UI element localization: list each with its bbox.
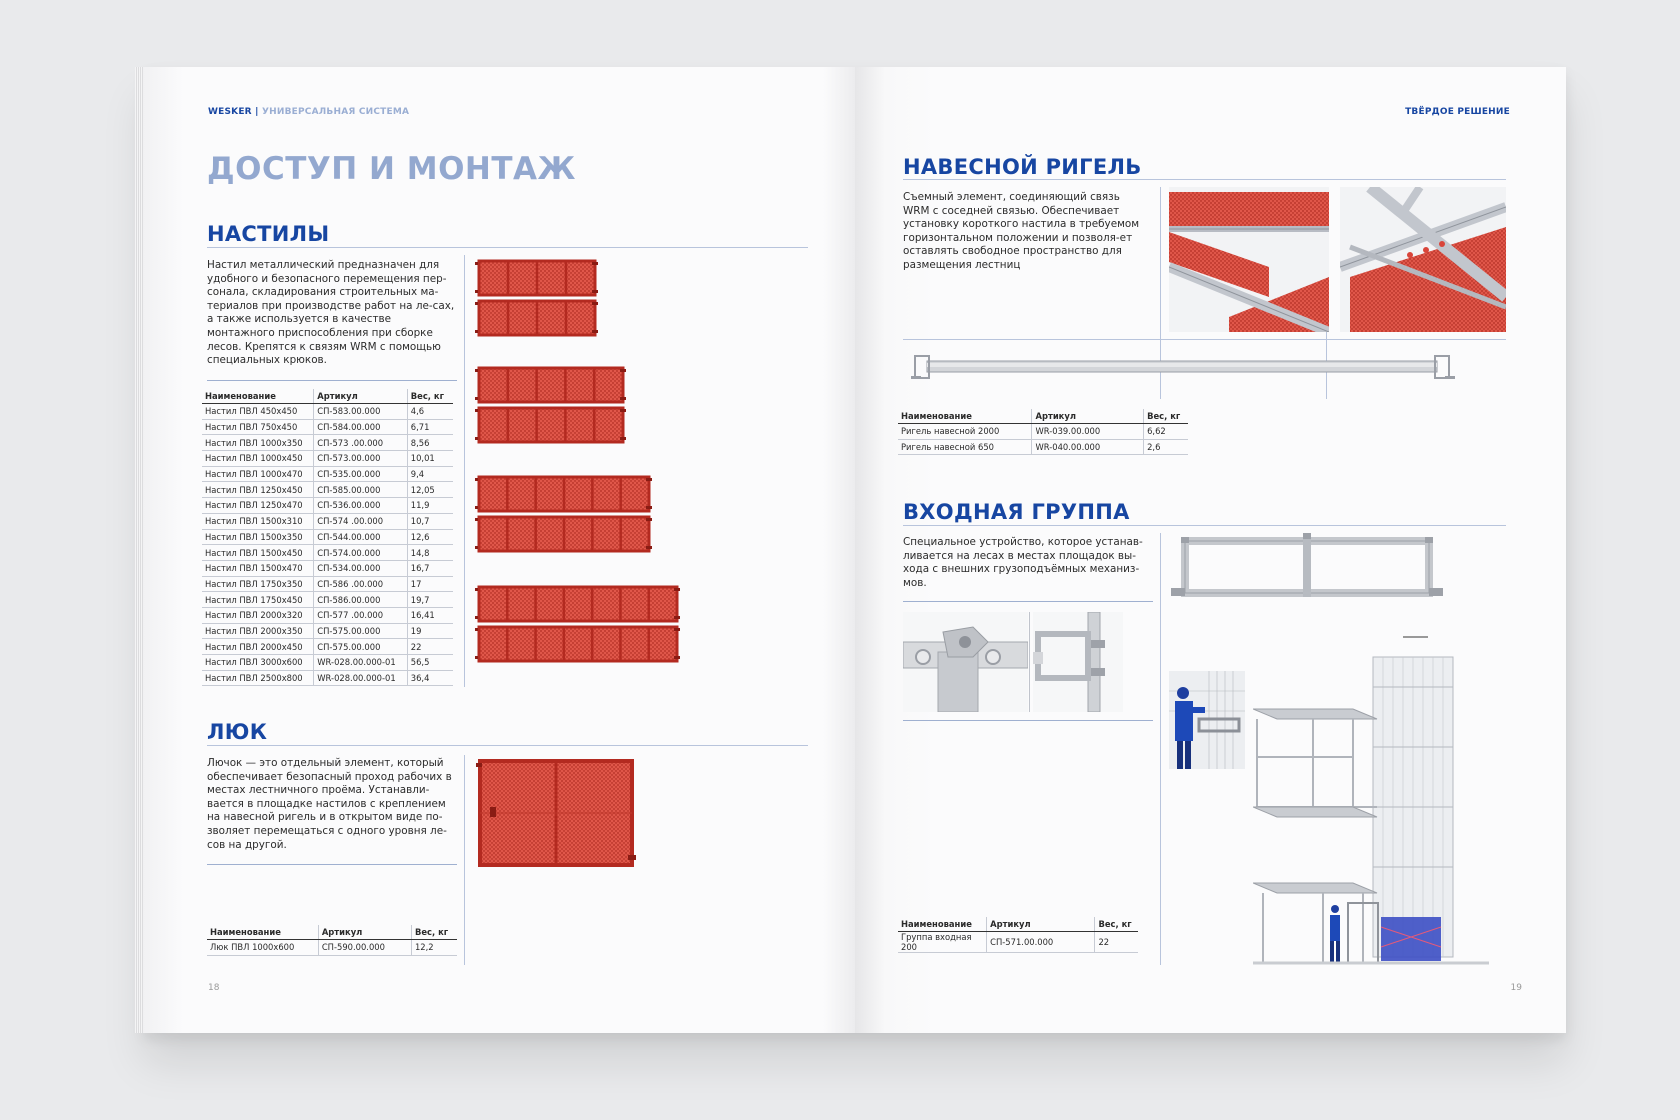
- table-cell: Группа входная 200: [898, 932, 987, 953]
- table-row: [898, 932, 1138, 953]
- table-cell: СП-575.00.000: [314, 639, 407, 655]
- table-cell: Настил ПВЛ 1750x450: [202, 592, 314, 608]
- table-cell: СП-544.00.000: [314, 529, 407, 545]
- table-row: [202, 560, 453, 576]
- deck-board: [475, 477, 652, 511]
- table-cell: Настил ПВЛ 1500x310: [202, 513, 314, 529]
- beam-rule: [903, 179, 1506, 180]
- right-page: [855, 67, 1566, 1033]
- deck-board: [475, 368, 626, 402]
- hatch-illustration: [476, 757, 641, 869]
- table-cell: 19,7: [407, 592, 453, 608]
- table-row: [202, 623, 453, 639]
- table-cell: СП-585.00.000: [314, 482, 407, 498]
- table-header-cell: Вес, кг: [411, 925, 457, 940]
- beam-photo-1: [1169, 187, 1329, 332]
- deck-board: [475, 261, 598, 295]
- table-cell: СП-573 .00.000: [314, 435, 407, 451]
- hatch-rule: [207, 745, 808, 746]
- table-header-cell: Наименование: [898, 917, 987, 932]
- beam-table: [898, 409, 1188, 455]
- table-cell: 8,56: [407, 435, 453, 451]
- table-cell: 17: [407, 576, 453, 592]
- table-row: [202, 451, 453, 467]
- entry-title: ВХОДНАЯ ГРУППА: [903, 500, 1130, 524]
- page-number-right: 19: [1510, 983, 1522, 993]
- table-cell: 4,6: [407, 404, 453, 420]
- entry-rule: [903, 525, 1506, 526]
- table-row: [207, 940, 457, 956]
- table-cell: СП-584.00.000: [314, 419, 407, 435]
- hatch-text-rule: [207, 864, 457, 865]
- entry-photo-divider: [1029, 612, 1030, 712]
- table-row: [202, 498, 453, 514]
- hatch-vertical-rule: [464, 755, 465, 965]
- hatch-description: Лючок — это отдельный элемент, который обеспечивает безопасный проход рабочих в местах лестничного проёма. Устанавли-вается в площадке настилов с креплением на навесной ригель и в открытом виде по-зволяет перемещаться с одного уровня ле-сов на другой.: [207, 757, 452, 851]
- table-row: [202, 655, 453, 671]
- decks-illustration: [475, 259, 685, 671]
- entry-detail-photo-2: [1033, 612, 1123, 712]
- table-cell: Настил ПВЛ 2000x450: [202, 639, 314, 655]
- table-cell: Настил ПВЛ 2000x320: [202, 607, 314, 623]
- table-cell: Настил ПВЛ 1500x350: [202, 529, 314, 545]
- table-cell: 16,7: [407, 560, 453, 576]
- table-row: [202, 466, 453, 482]
- decks-vertical-rule: [464, 255, 465, 687]
- table-row: [202, 639, 453, 655]
- table-cell: WR-039.00.000: [1032, 424, 1144, 440]
- table-cell: 6,71: [407, 419, 453, 435]
- table-row: [202, 404, 453, 420]
- table-cell: СП-583.00.000: [314, 404, 407, 420]
- header-section: УНИВЕРСАЛЬНАЯ СИСТЕМА: [261, 107, 410, 117]
- table-cell: Настил ПВЛ 2500x800: [202, 670, 314, 686]
- table-cell: СП-574.00.000: [314, 545, 407, 561]
- table-row: [202, 592, 453, 608]
- table-cell: Настил ПВЛ 1000x470: [202, 466, 314, 482]
- table-header-cell: Артикул: [1032, 409, 1144, 424]
- table-row: [202, 435, 453, 451]
- table-cell: СП-535.00.000: [314, 466, 407, 482]
- table-row: [898, 439, 1188, 455]
- deck-board: [475, 408, 626, 442]
- hatch-table: [207, 925, 457, 956]
- left-header: [208, 107, 409, 117]
- table-row: [202, 419, 453, 435]
- decks-title: НАСТИЛЫ: [207, 222, 330, 246]
- table-cell: Настил ПВЛ 450x450: [202, 404, 314, 420]
- table-cell: Люк ПВЛ 1000x600: [207, 940, 318, 956]
- header-brand: WESKER: [208, 107, 252, 117]
- deck-board: [475, 517, 652, 551]
- table-cell: 12,6: [407, 529, 453, 545]
- beam-illustration: [911, 352, 1471, 382]
- table-row: [202, 576, 453, 592]
- beam-description: Съемный элемент, соединяющий связь WRM с соседней связью. Обеспечивает установку короткого настила в требуемом горизонтальном положении и позволя-ет оставлять свободное пространство для размещения лестниц: [903, 191, 1140, 271]
- table-cell: Настил ПВЛ 1000x350: [202, 435, 314, 451]
- table-cell: Настил ПВЛ 750x450: [202, 419, 314, 435]
- table-cell: WR-028.00.000-01: [314, 670, 407, 686]
- entry-table: [898, 917, 1138, 953]
- entry-frame-illustration: [1171, 533, 1451, 603]
- deck-board: [475, 301, 598, 335]
- table-cell: Настил ПВЛ 2000x350: [202, 623, 314, 639]
- entry-description: Специальное устройство, которое устанав-ливается на лесах в местах площадок вы-хода с внешних грузоподъёмных механиз-мов.: [903, 536, 1143, 589]
- table-cell: СП-571.00.000: [987, 932, 1095, 953]
- table-header-cell: Наименование: [207, 925, 318, 940]
- table-cell: 2,6: [1144, 439, 1188, 455]
- table-cell: 11,9: [407, 498, 453, 514]
- deck-board: [475, 627, 680, 661]
- table-cell: 22: [407, 639, 453, 655]
- beam-title: НАВЕСНОЙ РИГЕЛЬ: [903, 155, 1142, 179]
- entry-worker-photo: [1169, 671, 1245, 769]
- table-cell: СП-575.00.000: [314, 623, 407, 639]
- entry-vertical-rule: [1160, 533, 1161, 965]
- table-cell: 36,4: [407, 670, 453, 686]
- table-row: [202, 529, 453, 545]
- table-cell: Настил ПВЛ 1500x450: [202, 545, 314, 561]
- table-row: [202, 607, 453, 623]
- table-cell: WR-040.00.000: [1032, 439, 1144, 455]
- table-cell: 22: [1095, 932, 1138, 953]
- page-number-left: 18: [208, 983, 220, 993]
- decks-text-rule: [207, 380, 457, 381]
- table-cell: 10,01: [407, 451, 453, 467]
- header-separator: |: [251, 107, 262, 117]
- table-cell: 19: [407, 623, 453, 639]
- table-header-cell: Артикул: [318, 925, 411, 940]
- table-cell: Настил ПВЛ 1000x450: [202, 451, 314, 467]
- table-row: [202, 482, 453, 498]
- page-edge: [135, 67, 143, 1033]
- entry-detail-photo-1: [903, 612, 1028, 712]
- table-row: [898, 424, 1188, 440]
- table-header-cell: Вес, кг: [1095, 917, 1138, 932]
- table-cell: СП-536.00.000: [314, 498, 407, 514]
- table-header-cell: Вес, кг: [1144, 409, 1188, 424]
- table-row: [202, 670, 453, 686]
- table-cell: WR-028.00.000-01: [314, 655, 407, 671]
- table-cell: Настил ПВЛ 1250x450: [202, 482, 314, 498]
- table-cell: 9,4: [407, 466, 453, 482]
- table-cell: 12,05: [407, 482, 453, 498]
- brochure-spread: [143, 67, 1566, 1033]
- table-cell: СП-573.00.000: [314, 451, 407, 467]
- table-cell: Ригель навесной 2000: [898, 424, 1032, 440]
- table-cell: 10,7: [407, 513, 453, 529]
- table-cell: Настил ПВЛ 1250x470: [202, 498, 314, 514]
- table-row: [202, 545, 453, 561]
- table-header-cell: Наименование: [898, 409, 1032, 424]
- deck-board: [475, 587, 680, 621]
- table-cell: Настил ПВЛ 1500x470: [202, 560, 314, 576]
- table-header-cell: Наименование: [202, 389, 314, 404]
- left-page: [143, 67, 855, 1033]
- entry-photo-rule: [903, 720, 1153, 721]
- table-cell: 6,62: [1144, 424, 1188, 440]
- table-cell: 12,2: [411, 940, 457, 956]
- table-cell: СП-574 .00.000: [314, 513, 407, 529]
- table-cell: 14,8: [407, 545, 453, 561]
- decks-rule: [207, 247, 808, 248]
- right-header: ТВЁРДОЕ РЕШЕНИЕ: [1405, 107, 1510, 117]
- hatch-title: ЛЮК: [207, 720, 268, 744]
- table-cell: СП-534.00.000: [314, 560, 407, 576]
- table-cell: СП-577 .00.000: [314, 607, 407, 623]
- table-header-cell: Вес, кг: [407, 389, 453, 404]
- table-cell: 16,41: [407, 607, 453, 623]
- table-header-cell: Артикул: [987, 917, 1095, 932]
- table-cell: 56,5: [407, 655, 453, 671]
- table-cell: СП-586.00.000: [314, 592, 407, 608]
- table-row: [202, 513, 453, 529]
- table-cell: СП-590.00.000: [318, 940, 411, 956]
- decks-description: Настил металлический предназначен для удобного и безопасного перемещения пер-сонала, складирования строительных ма-териалов при производстве работ на ле-сах, а также используется в качестве монтажного приспособления при сборке лесов. Крепятся к связям WRM с помощью специальных крюков.: [207, 259, 455, 367]
- table-header-cell: Артикул: [314, 389, 407, 404]
- entry-tower-illustration: [1253, 627, 1513, 965]
- decks-table: [202, 389, 453, 686]
- table-cell: Настил ПВЛ 1750x350: [202, 576, 314, 592]
- beam-photo-rule: [903, 339, 1506, 340]
- main-title: ДОСТУП И МОНТАЖ: [207, 151, 576, 187]
- entry-text-rule: [903, 601, 1153, 602]
- beam-photo-2: [1340, 187, 1506, 332]
- table-cell: Ригель навесной 650: [898, 439, 1032, 455]
- table-cell: Настил ПВЛ 3000x600: [202, 655, 314, 671]
- table-cell: СП-586 .00.000: [314, 576, 407, 592]
